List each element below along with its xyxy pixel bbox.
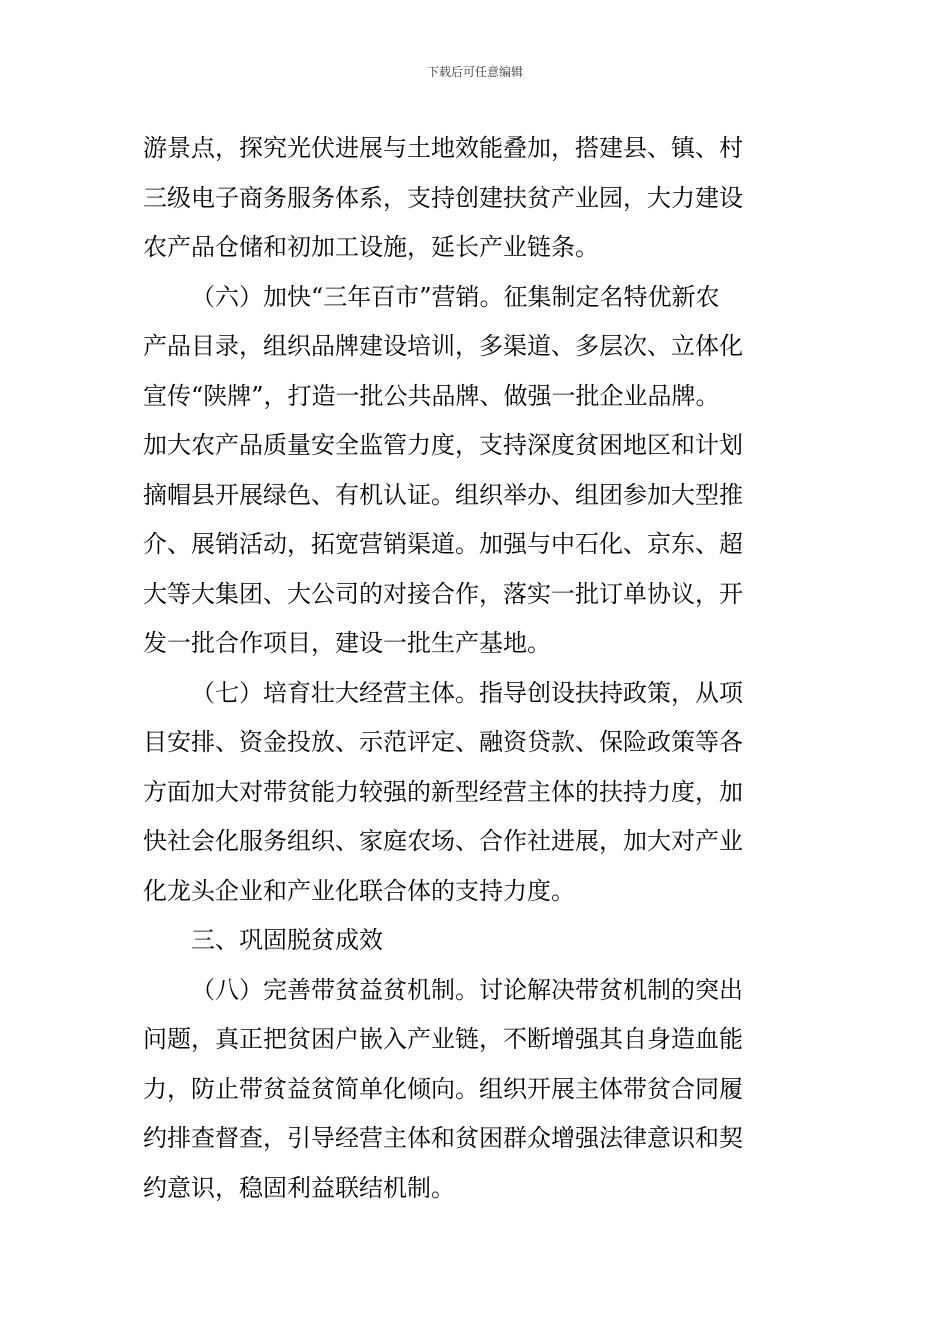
text-line: 农产品仓储和初加工设施，延长产业链条。 <box>143 233 599 261</box>
text-line: 问题，真正把贫困户嵌入产业链，不断增强其自身造血能 <box>143 1025 743 1053</box>
text-line: 三级电子商务服务体系，支持创建扶贫产业园，大力建设 <box>143 183 743 212</box>
text-line: 产品目录，组织品牌建设培训，多渠道、多层次、立体化 <box>143 332 743 360</box>
text-line: （八）完善带贫益贫机制。讨论解决带贫机制的突出 <box>191 975 743 1004</box>
text-line: 目安排、资金投放、示范评定、融资贷款、保险政策等各 <box>143 728 743 756</box>
document-body <box>143 124 807 1213</box>
text-line: 方面加大对带贫能力较强的新型经营主体的扶持力度，加 <box>143 777 743 806</box>
text-line: 摘帽县开展绿色、有机认证。组织举办、组团参加大型推 <box>143 480 743 509</box>
text-line: 宣传“陕牌”，打造一批公共品牌、做强一批企业品牌。 <box>143 381 720 410</box>
text-line: 发一批合作项目，建设一批生产基地。 <box>143 629 551 657</box>
text-line: 加大农产品质量安全监管力度，支持深度贫困地区和计划 <box>143 431 743 459</box>
text-line: 力，防止带贫益贫简单化倾向。组织开展主体带贫合同履 <box>143 1074 743 1103</box>
page-header: 下载后可任意编辑 <box>426 65 523 79</box>
text-line: 快社会化服务组织、家庭农场、合作社进展，加大对产业 <box>143 827 743 855</box>
text-line: 游景点，探究光伏进展与土地效能叠加，搭建县、镇、村 <box>143 134 743 162</box>
text-line: 约排查督查，引导经营主体和贫困群众增强法律意识和契 <box>143 1124 743 1152</box>
text-line: 三、巩固脱贫成效 <box>191 926 383 954</box>
text-line: 约意识，稳固利益联结机制。 <box>143 1173 455 1202</box>
text-line: （六）加快“三年百市”营销。征集制定名特优新农 <box>191 282 720 311</box>
text-line: （七）培育壮大经营主体。指导创设扶持政策，从项 <box>191 678 743 707</box>
text-line: 介、展销活动，拓宽营销渠道。加强与中石化、京东、超 <box>143 530 743 558</box>
text-line: 大等大集团、大公司的对接合作，落实一批订单协议，开 <box>143 579 743 608</box>
text-line: 化龙头企业和产业化联合体的支持力度。 <box>143 876 575 905</box>
